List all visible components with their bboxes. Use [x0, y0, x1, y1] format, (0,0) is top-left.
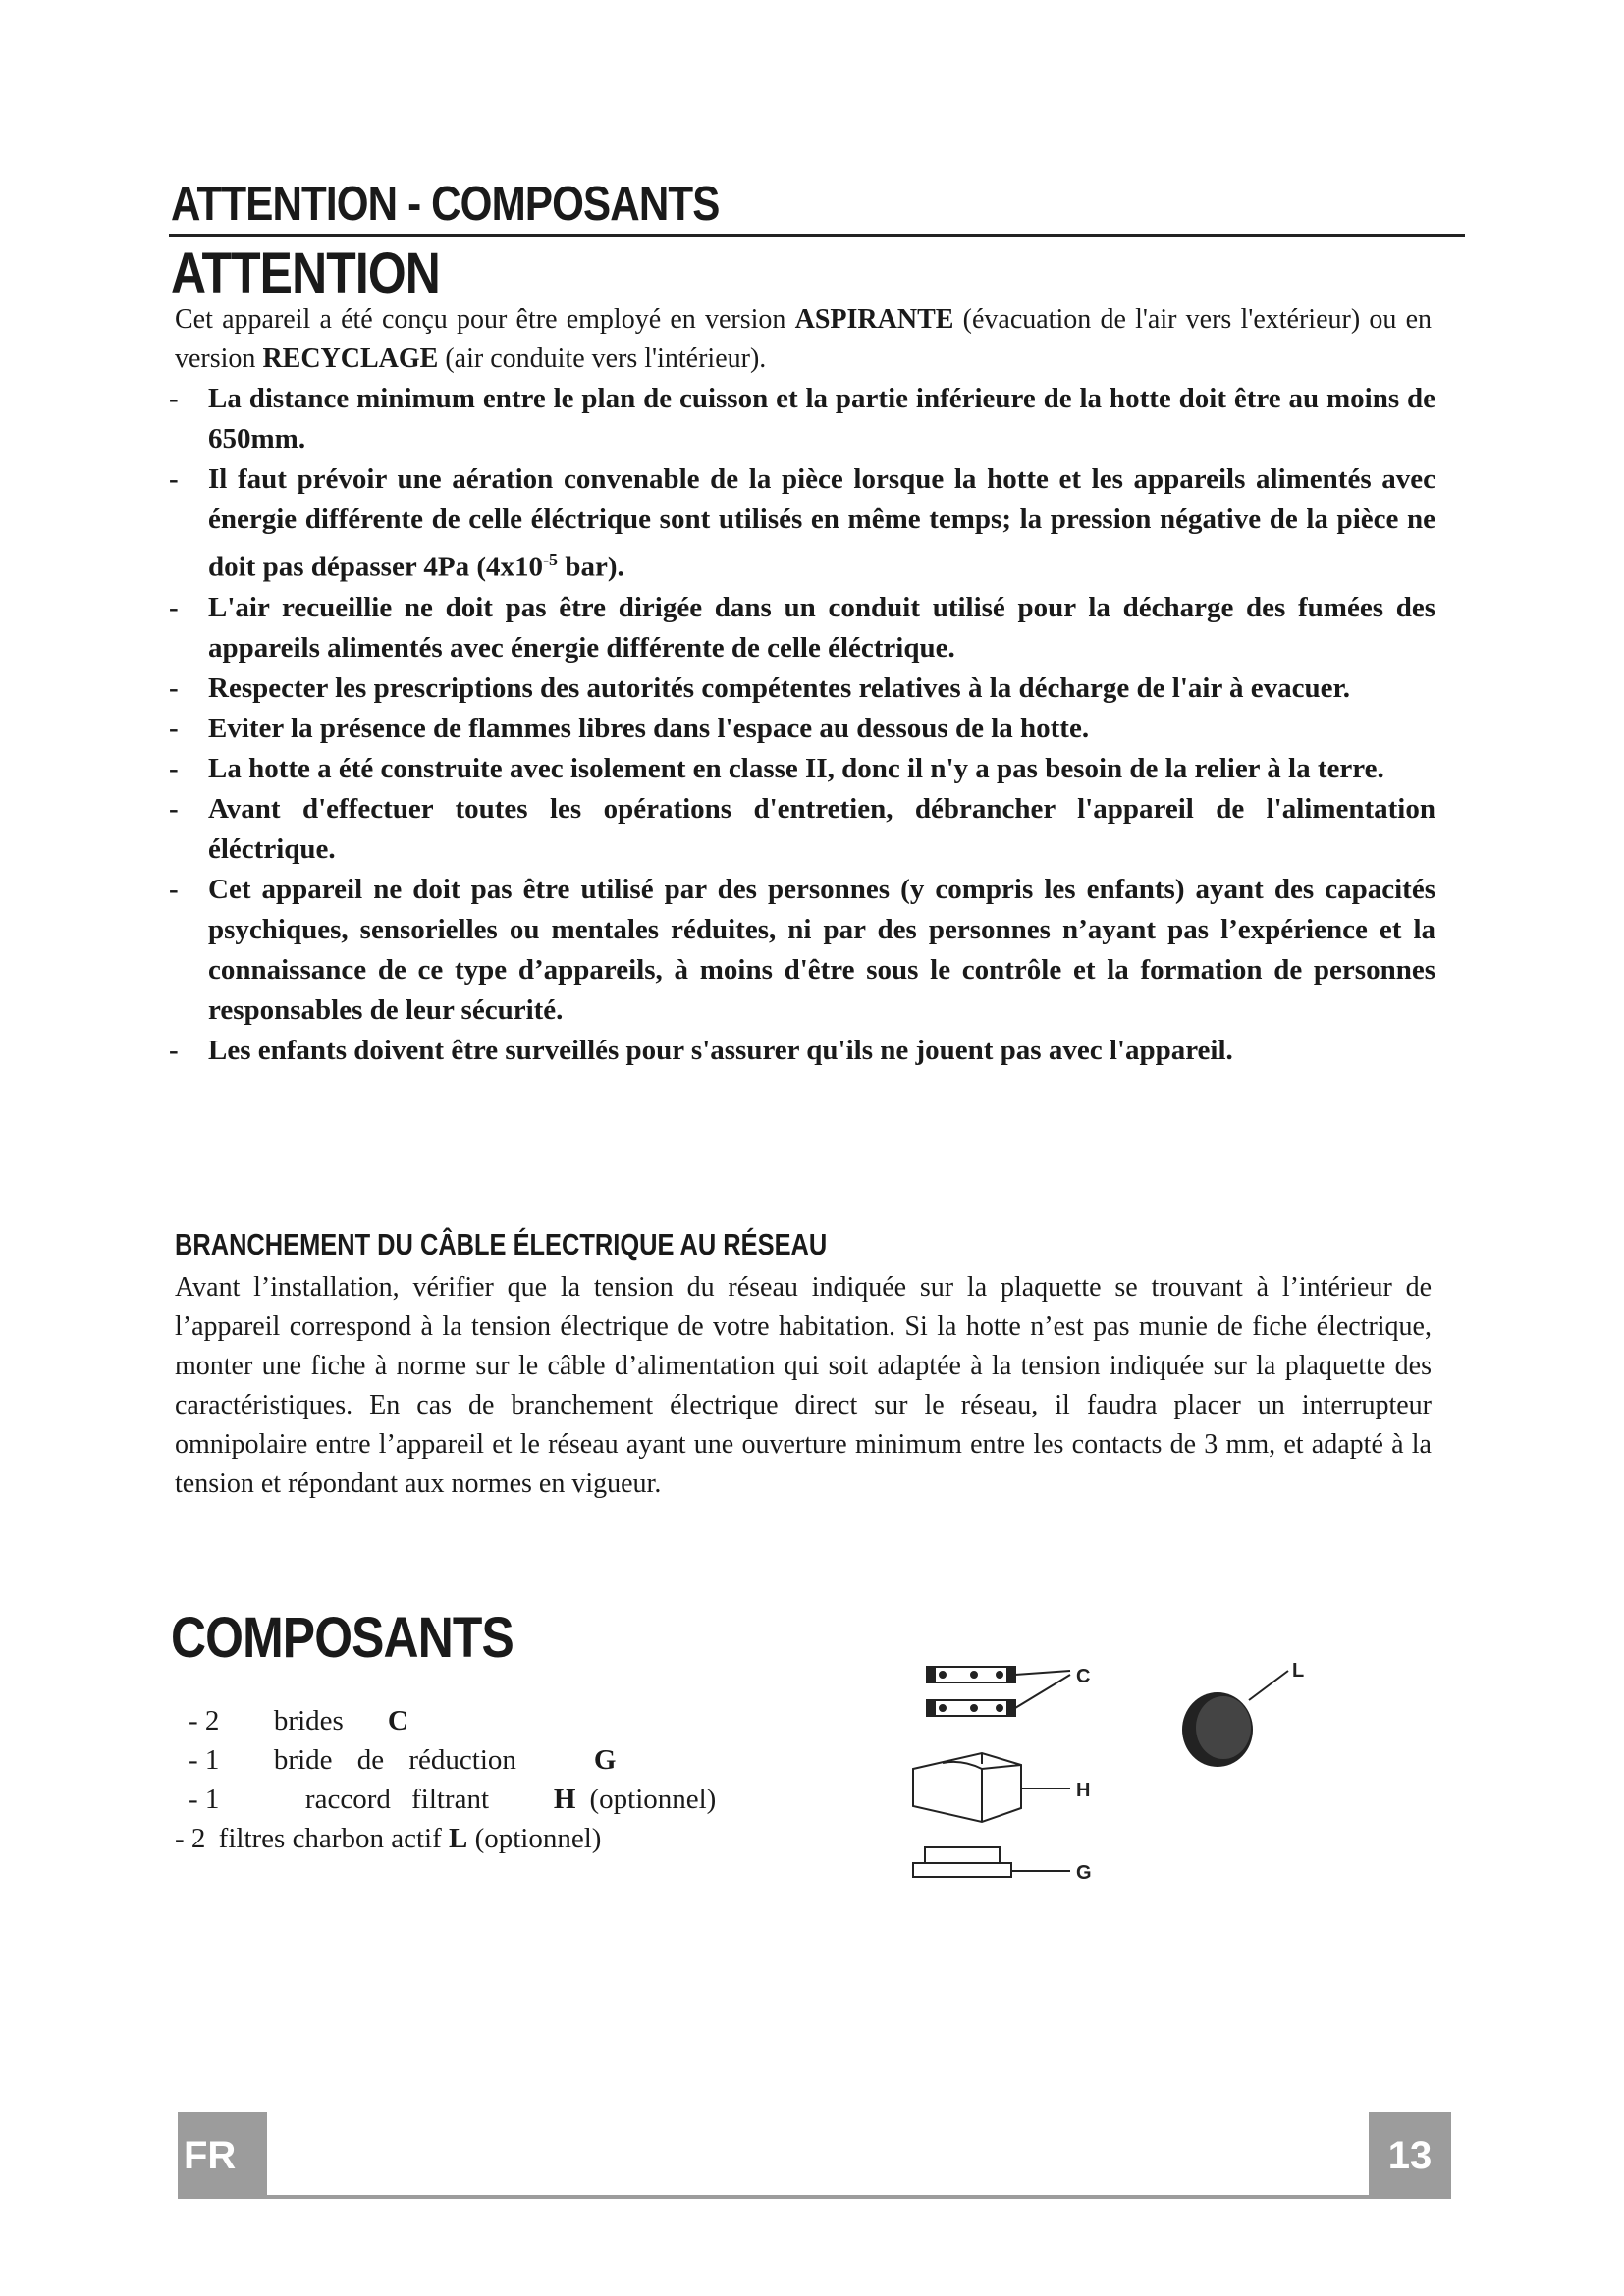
branchement-text: Avant l’installation, vérifier que la tension du réseau indiquée sur la plaquette se trouvant à l’intérieur de l’appareil correspond à la tension électrique de votre habitation. Si la hotte n’est pas munie de fiche électrique, monter une fiche à norme sur le câble d’alimentation qui soit adaptée à la tension indiquée sur la plaquette des caractéristiques. En cas de branchement électrique direct sur le réseau, il faudra placer un interrupteur omnipolaire entre l’appareil et le réseau ayant une ouverture minimum entre les contacts de 3 mm, et adapté à la tension et répondant aux normes en vigueur. — [175, 1272, 1432, 1499]
list-item: - Il faut prévoir une aération convenable de la pièce lorsque la hotte et les appareils alimentés avec énergie différente de celle éléctrique sont utilisés en même temps; la pression négative de la pièce ne doit pas dépasser 4Pa ($4x10^{-5}$ bar). — [169, 463, 1435, 583]
components-figure — [884, 1641, 1335, 1906]
label-g: G — [1076, 1862, 1092, 1884]
attention-heading: ATTENTION — [171, 241, 440, 305]
label-l: L — [1292, 1660, 1305, 1682]
language-badge: FR — [178, 2112, 267, 2199]
label-c: C — [1076, 1666, 1091, 1687]
list-item: - Avant d'effectuer toutes les opérations d'entretien, débrancher l'appareil de l'alimentation éléctrique. — [169, 792, 1435, 865]
warning-list — [169, 379, 1435, 1071]
title-underline — [169, 234, 1465, 237]
recyclage-term: RECYCLAGE — [262, 344, 439, 374]
components-illustration — [884, 1641, 1335, 1906]
list-item: - Les enfants doivent être surveillés pour s'assurer qu'ils ne jouent pas avec l'appareil. — [169, 1034, 1233, 1066]
list-item: - La distance minimum entre le plan de cuisson et la partie inférieure de la hotte doit être au moins de 650mm. — [169, 383, 1435, 454]
list-item: - La hotte a été construite avec isolement en classe II, donc il n'y a pas besoin de la relier à la terre. — [169, 752, 1384, 784]
list-item: - L'air recueillie ne doit pas être dirigée dans un conduit utilisé pour la décharge des fumées des appareils alimentés avec énergie différente de celle éléctrique. — [169, 591, 1435, 664]
list-item: - 1 raccord filtrant H (optionnel) — [189, 1784, 717, 1815]
page-title: ATTENTION - COMPOSANTS — [171, 178, 720, 231]
attention-intro: Cet appareil a été conçu pour être employé en version ASPIRANTE (évacuation de l'air vers l'extérieur) ou en version RECYCLAGE (air conduite vers l'intérieur). — [175, 304, 1432, 374]
footer-rule — [261, 2195, 1369, 2199]
carbon-filter-l-icon — [1182, 1671, 1288, 1767]
list-item: - 2 filtres charbon actif L (optionnel) — [175, 1823, 602, 1854]
components-list — [175, 1701, 876, 1858]
list-item: - Respecter les prescriptions des autorités compétentes relatives à la décharge de l'air à evacuer. — [169, 671, 1350, 704]
composants-heading: COMPOSANTS — [171, 1606, 514, 1670]
page-number: 13 — [1369, 2112, 1451, 2199]
pressure-exponent: -5 — [543, 550, 559, 569]
aspirante-term: ASPIRANTE — [794, 304, 954, 335]
reduction-flange-g-icon — [913, 1847, 1070, 1877]
bracket-c-icon — [927, 1667, 1070, 1716]
list-item: - Cet appareil ne doit pas être utilisé par des personnes (y compris les enfants) ayant des capacités psychiques, sensorielles ou mentales réduites, ni par des personnes n’ayant pas l’expérience et la connaissance de ce type d’appareils, à moins d'être sous le contrôle et la formation de personnes responsables de leur sécurité. — [169, 873, 1435, 1026]
list-item: - Eviter la présence de flammes libres dans l'espace au dessous de la hotte. — [169, 712, 1090, 744]
branchement-heading: BRANCHEMENT DU CÂBLE ÉLECTRIQUE AU RÉSEAU — [175, 1227, 828, 1261]
connector-h-icon — [913, 1753, 1070, 1822]
label-h: H — [1076, 1780, 1091, 1801]
list-item: - 1 bride de réduction G — [189, 1744, 617, 1776]
list-item: - 2 brides C — [189, 1705, 408, 1736]
